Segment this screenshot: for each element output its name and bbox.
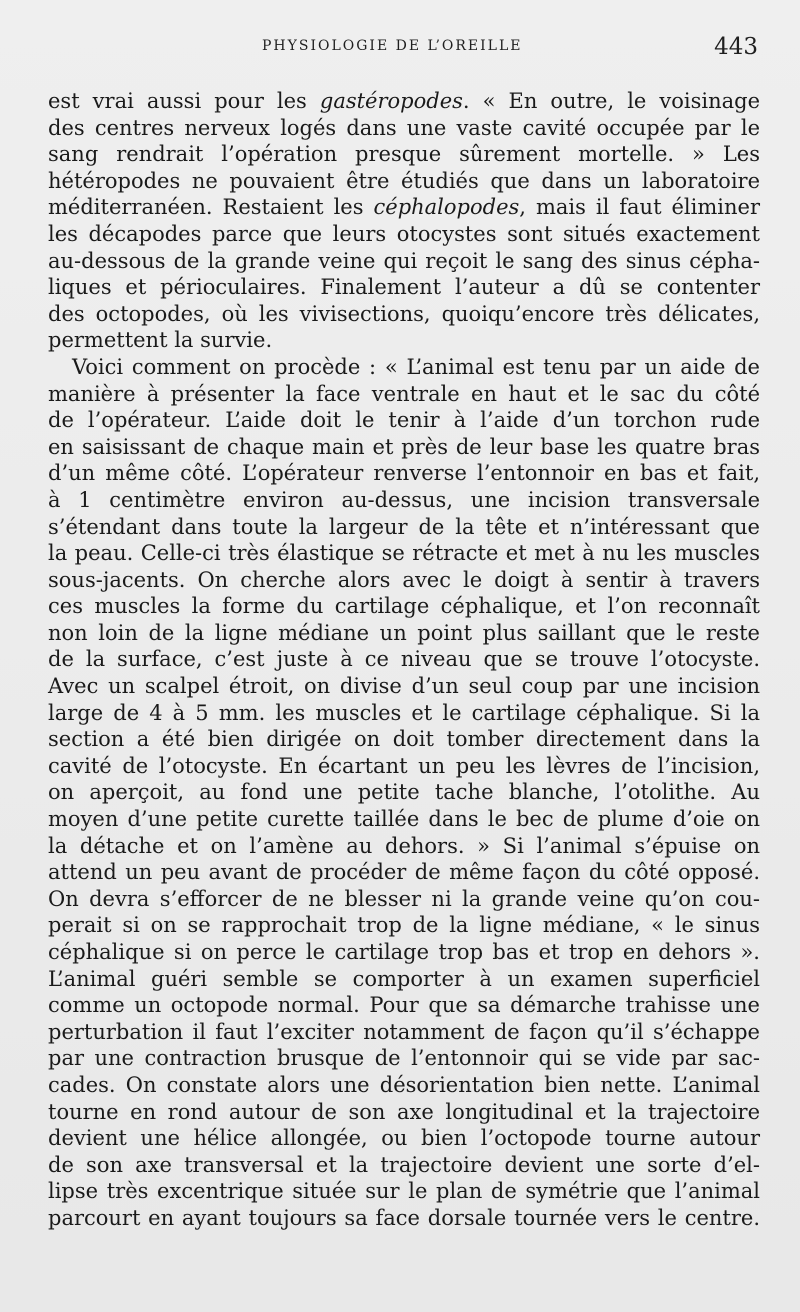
text-line: de la surface, c’est juste à ce niveau que se trouve l’otocyste.: [48, 647, 760, 672]
text-line: perait si on se rapprochait trop de la ligne médiane, « le sinus: [48, 913, 760, 938]
text-line: liques et périoculaires. Finalement l’auteur a dû se contenter: [48, 275, 760, 300]
text-line: attend un peu avant de procéder de même façon du côté opposé.: [48, 860, 760, 885]
text-line: des octopodes, où les vivisections, quoiqu’encore très délicates,: [48, 301, 760, 326]
text-line: tourne en rond autour de son axe longitudinal et la trajectoire: [48, 1099, 760, 1124]
text-line: lipse très excentrique située sur le plan de symétrie que l’animal: [48, 1179, 760, 1204]
text-line: cavité de l’otocyste. En écartant un peu les lèvres de l’incision,: [48, 753, 760, 778]
text-line: comme un octopode normal. Pour que sa démarche trahisse une: [48, 993, 760, 1018]
text-line: au-dessous de la grande veine qui reçoit le sang des sinus cépha-: [48, 248, 760, 273]
text-line: devient une hélice allongée, ou bien l’octopode tourne autour: [48, 1126, 760, 1151]
text-line: céphalique si on perce le cartilage trop bas et trop en dehors ».: [48, 940, 760, 964]
text-line: en saisissant de chaque main et près de leur base les quatre bras: [48, 434, 760, 459]
italic-term: céphalopodes: [373, 195, 520, 220]
text-line: la détache et on l’amène au dehors. » Si l’animal s’épuise on: [48, 833, 760, 858]
text-line: sang rendrait l’opération presque sûrement mortelle. » Les: [48, 142, 760, 167]
text-line: [48, 194, 760, 221]
text-line: permettent la survie.: [48, 328, 273, 353]
running-title: PHYSIOLOGIE DE L’OREILLE: [262, 38, 523, 54]
text-line: de l’opérateur. L’aide doit le tenir à l’aide d’un torchon rude: [48, 408, 760, 433]
text-line: manière à présenter la face ventrale en haut et le sac du côté: [48, 381, 760, 406]
text-line: cades. On constate alors une désorientation bien nette. L’animal: [48, 1072, 760, 1097]
text-line: les décapodes parce que leurs otocystes sont situés exactement: [48, 221, 760, 246]
body-text: [48, 88, 760, 1232]
text-line: d’un même côté. L’opérateur renverse l’entonnoir en bas et fait,: [48, 461, 760, 486]
italic-term: gastéropodes: [319, 89, 463, 113]
text-line: non loin de la ligne médiane un point plus saillant que le reste: [48, 620, 760, 645]
text-line: la peau. Celle-ci très élastique se rétracte et met à nu les muscles: [48, 541, 760, 566]
text-line: L’animal guéri semble se comporter à un examen superficiel: [48, 966, 760, 991]
text-line: par une contraction brusque de l’entonnoir qui se vide par sac-: [48, 1046, 760, 1071]
text-line: des centres nerveux logés dans une vaste cavité occupée par le: [48, 115, 760, 140]
text-line: ces muscles la forme du cartilage céphalique, et l’on reconnaît: [48, 594, 760, 619]
text-line: hétéropodes ne pouvaient être étudiés que dans un laboratoire: [48, 168, 760, 193]
running-head: [48, 36, 760, 76]
text-segment: méditerranéen. Restaient les: [48, 195, 374, 220]
text-line: de son axe transversal et la trajectoire devient une sorte d’el-: [48, 1152, 760, 1177]
text-line: Avec un scalpel étroit, on divise d’un seul coup par une incision: [48, 674, 760, 699]
text-segment: , mais il faut éliminer: [519, 195, 760, 220]
text-segment: . « En outre, le voisinage: [462, 89, 761, 113]
text-line: moyen d’une petite curette taillée dans le bec de plume d’oie on: [48, 807, 760, 832]
text-line: sous-jacents. On cherche alors avec le doigt à sentir à travers: [48, 567, 760, 592]
text-line: [48, 88, 760, 115]
text-line: s’étendant dans toute la largeur de la tête et n’intéressant que: [48, 514, 760, 539]
text-segment: est vrai aussi pour les: [48, 89, 320, 113]
text-line: On devra s’efforcer de ne blesser ni la grande veine qu’on cou-: [48, 886, 760, 911]
text-line: à 1 centimètre environ au-dessus, une incision transversale: [48, 487, 760, 512]
text-line: large de 4 à 5 mm. les muscles et le cartilage céphalique. Si la: [48, 700, 760, 725]
text-line: Voici comment on procède : « L’animal est tenu par un aide de: [72, 354, 760, 379]
text-line: on aperçoit, au fond une petite tache blanche, l’otolithe. Au: [48, 780, 760, 805]
page-number: 443: [714, 34, 758, 60]
text-line: perturbation il faut l’exciter notamment de façon qu’il s’échappe: [48, 1019, 760, 1044]
text-line: section a été bien dirigée on doit tomber directement dans la: [48, 727, 760, 752]
text-line: parcourt en ayant toujours sa face dorsale tournée vers le centre.: [48, 1205, 760, 1230]
